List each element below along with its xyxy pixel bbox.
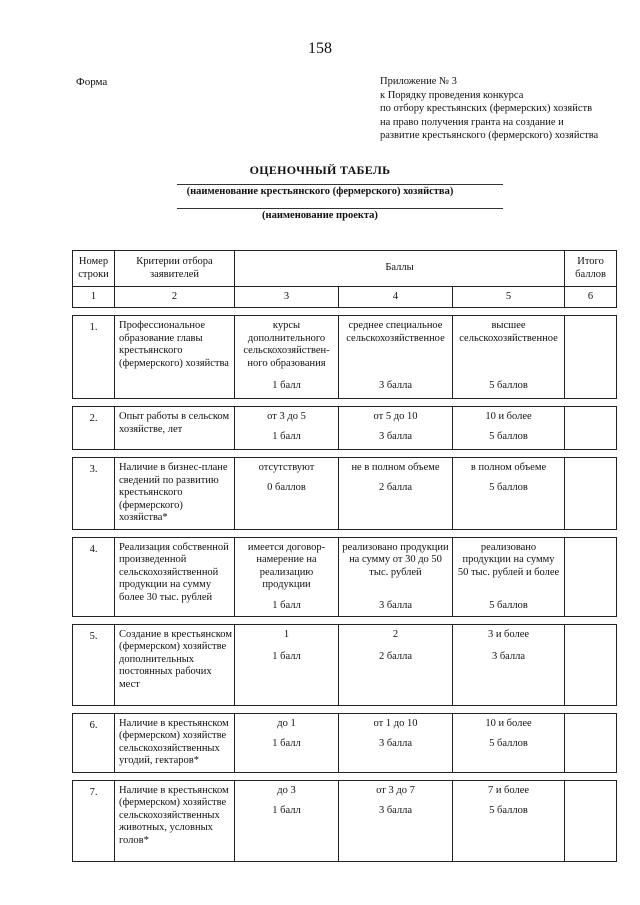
option-cell <box>235 713 339 772</box>
total-cell <box>565 407 617 450</box>
total-cell <box>565 537 617 616</box>
option-score: 5 баллов <box>489 599 528 611</box>
option-text: 1 <box>283 628 290 640</box>
option-score: 5 баллов <box>489 380 528 391</box>
option-score: 5 баллов <box>489 737 528 749</box>
annex-block <box>380 75 598 143</box>
option-score: 1 балл <box>272 804 301 816</box>
option-text: 7 и более <box>487 784 530 796</box>
criterion-cell: Наличие в крестьянском (фермерском) хозяйстве сельскохозяйственных угодий, гектаров* <box>115 713 235 772</box>
spacer-row <box>73 616 617 624</box>
option-score: 3 балла <box>378 804 413 816</box>
col-index: 5 <box>453 287 565 308</box>
option-text: отсутствуют <box>258 462 315 473</box>
farm-name-caption: (наименование крестьянского (фермерского) хозяйства) <box>186 186 454 197</box>
header-total: Итого баллов <box>565 251 617 287</box>
option-cell <box>235 407 339 450</box>
row-number: 2. <box>73 407 115 450</box>
criterion-cell: Наличие в крестьянском (фермерском) хозяйстве сельскохозяйственных животных, условных голов* <box>115 780 235 861</box>
row-number: 3. <box>73 458 115 530</box>
option-score: 5 баллов <box>489 482 528 493</box>
option-score: 3 балла <box>378 599 413 611</box>
option-cell <box>453 316 565 399</box>
option-score: 5 баллов <box>489 431 528 442</box>
option-score: 5 баллов <box>489 804 528 816</box>
row-number: 7. <box>73 780 115 861</box>
option-score: 1 балл <box>272 431 301 442</box>
header-points: Баллы <box>235 251 565 287</box>
annex-line: развитие крестьянского (фермерского) хозяйства <box>380 130 599 141</box>
option-text: 10 и более <box>485 717 532 729</box>
spacer-row <box>73 772 617 780</box>
option-text: от 5 до 10 <box>373 411 418 422</box>
option-cell <box>453 713 565 772</box>
col-index: 2 <box>115 287 235 308</box>
spacer-row <box>73 308 617 316</box>
option-text: от 1 до 10 <box>373 717 418 729</box>
option-score: 1 балл <box>272 380 301 391</box>
annex-line: Приложение № 3 <box>380 76 457 87</box>
option-cell <box>339 713 453 772</box>
spacer-row <box>73 399 617 407</box>
total-cell <box>565 780 617 861</box>
table-header-row <box>73 251 617 287</box>
header-num: Номер строки <box>73 251 115 287</box>
option-text: среднее специальное сельскохозяйственное <box>346 320 445 344</box>
option-text: реализовано продукции на сумму от 30 до 50 тыс. рублей <box>342 541 449 578</box>
annex-line: по отбору крестьянских (фермерских) хозяйств <box>380 103 593 114</box>
row-number: 4. <box>73 537 115 616</box>
row-number: 6. <box>73 713 115 772</box>
criterion-cell: Реализация собственной произведенной сельскохозяйственной продукции на сумму более 30 тыс. рублей <box>115 537 235 616</box>
option-score: 3 балла <box>378 431 413 442</box>
spacer-row <box>73 705 617 713</box>
table-row <box>73 624 617 705</box>
option-score: 3 балла <box>378 737 413 749</box>
criterion-cell: Профессиональное образование главы крестьянского (фермерского) хозяйства <box>115 316 235 399</box>
option-cell <box>453 624 565 705</box>
option-cell <box>339 780 453 861</box>
option-cell <box>235 458 339 530</box>
table-row <box>73 407 617 450</box>
option-text: до 1 <box>277 717 296 729</box>
table-row <box>73 780 617 861</box>
criterion-cell: Наличие в бизнес-плане сведений по развитию крестьянского (фермерского) хозяйства* <box>115 458 235 530</box>
option-text: высшее сельскохозяйственное <box>459 320 558 344</box>
option-text: реализовано продукции на сумму 50 тыс. рублей и более <box>457 541 560 578</box>
option-text: до 3 <box>277 784 296 796</box>
option-text: от 3 до 5 <box>267 411 306 422</box>
option-text: от 3 до 7 <box>376 784 415 796</box>
annex-line: на право получения гранта на создание и <box>380 116 564 128</box>
option-score: 2 балла <box>378 650 413 662</box>
option-score: 2 балла <box>378 482 413 493</box>
option-cell <box>235 316 339 399</box>
table-row <box>73 537 617 616</box>
total-cell <box>565 624 617 705</box>
project-name-line <box>177 208 503 209</box>
option-score: 1 балл <box>272 599 301 611</box>
criterion-cell: Опыт работы в сельском хозяйстве, лет <box>115 407 235 450</box>
col-index: 1 <box>73 287 115 308</box>
evaluation-table <box>72 250 617 862</box>
option-text: курсы дополнительного сельскохозяйствен-ного образования <box>243 320 330 369</box>
option-text: 3 и более <box>487 628 530 640</box>
col-index: 3 <box>235 287 339 308</box>
option-score: 3 балла <box>491 650 526 662</box>
option-text: 10 и более <box>485 411 532 422</box>
option-cell <box>235 624 339 705</box>
criterion-cell: Создание в крестьянском (фермерском) хозяйстве дополнительных постоянных рабочих мест <box>115 624 235 705</box>
column-index-row <box>73 287 617 308</box>
table-row <box>73 458 617 530</box>
col-index: 6 <box>565 287 617 308</box>
option-score: 3 балла <box>378 380 413 391</box>
annex-line: к Порядку проведения конкурса <box>380 89 524 101</box>
project-name-caption: (наименование проекта) <box>262 210 378 221</box>
total-cell <box>565 713 617 772</box>
option-cell <box>453 458 565 530</box>
header-criteria: Критерии отбора заявителей <box>115 251 235 287</box>
row-number: 1. <box>73 316 115 399</box>
option-text: имеется договор-намерение на реализацию продукции <box>247 541 326 590</box>
option-cell <box>339 316 453 399</box>
total-cell <box>565 458 617 530</box>
option-cell <box>339 458 453 530</box>
option-cell <box>235 537 339 616</box>
option-score: 1 балл <box>272 737 301 749</box>
option-text: в полном объеме <box>470 462 547 473</box>
option-text: 2 <box>392 628 399 640</box>
table-row <box>73 316 617 399</box>
row-number: 5. <box>73 624 115 705</box>
spacer-row <box>73 529 617 537</box>
table-row <box>73 713 617 772</box>
option-cell <box>453 407 565 450</box>
document-title: ОЦЕНОЧНЫЙ ТАБЕЛЬ <box>249 163 391 177</box>
option-cell <box>235 780 339 861</box>
total-cell <box>565 316 617 399</box>
form-label: Форма <box>76 76 108 88</box>
farm-name-line <box>177 184 503 185</box>
option-cell <box>453 537 565 616</box>
option-text: не в полном объеме <box>351 462 440 473</box>
option-score: 1 балл <box>272 650 301 662</box>
page-number: 158 <box>308 40 332 57</box>
option-cell <box>453 780 565 861</box>
option-cell <box>339 624 453 705</box>
col-index: 4 <box>339 287 453 308</box>
option-cell <box>339 407 453 450</box>
spacer-row <box>73 450 617 458</box>
option-cell <box>339 537 453 616</box>
option-score: 0 баллов <box>267 482 306 493</box>
